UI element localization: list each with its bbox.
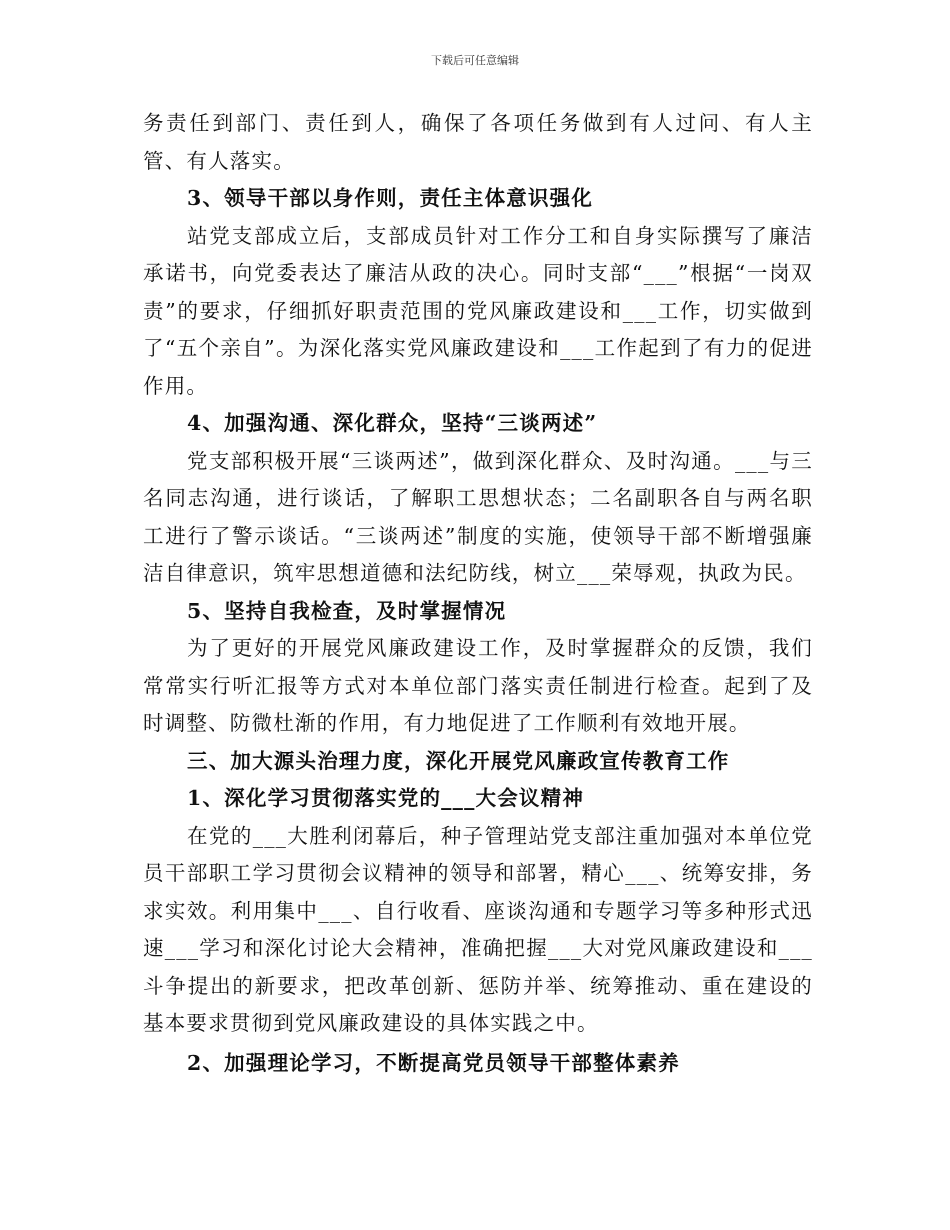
paragraph-4: 党支部积极开展“三谈两述”，做到深化群众、及时沟通。___与三名同志沟通，进行谈话，了解职工思想状态；二名副职各自与两名职工进行了警示谈话。“三谈两述”制度的实施，使领导干部不断增强廉洁自律意识，筑牢思想道德和法纪防线，树立___荣辱观，执政为民。 — [143, 448, 813, 585]
document-body — [143, 105, 813, 1082]
subheading-3-2: 2、加强理论学习，不断提高党员领导干部整体素养 — [187, 1050, 680, 1075]
heading-4: 4、加强沟通、深化群众，坚持“三谈两述” — [187, 411, 598, 435]
paragraph-3-1: 在党的___大胜利闭幕后，种子管理站党支部注重加强对本单位党员干部职工学习贯彻会议精神的领导和部署，精心___、统筹安排，务求实效。利用集中___、自行收看、座谈沟通和专题学习等多种形式迅速___学习和深化讨论大会精神，准确把握___大对党风廉政建设和___斗争提出的新要求，把改革创新、惩防并举、统筹推动、重在建设的基本要求贯彻到党风廉政建设的具体实践之中。 — [143, 823, 813, 1035]
paragraph-continuation: 务责任到部门、责任到人，确保了各项任务做到有人过问、有人主管、有人落实。 — [143, 111, 813, 173]
paragraph-5: 为了更好的开展党风廉政建设工作，及时掌握群众的反馈，我们常常实行听汇报等方式对本单位部门落实责任制进行检查。起到了及时调整、防微杜渐的作用，有力地促进了工作顺利有效地开展。 — [143, 636, 813, 735]
section-heading-3: 三、加大源头治理力度，深化开展党风廉政宣传教育工作 — [187, 748, 730, 773]
subheading-3-1: 1、深化学习贯彻落实党的___大会议精神 — [187, 786, 585, 810]
heading-5: 5、坚持自我检查，及时掌握情况 — [187, 598, 507, 623]
page-header: 下载后可任意编辑 — [431, 54, 519, 67]
paragraph-3: 站党支部成立后，支部成员针对工作分工和自身实际撰写了廉洁承诺书，向党委表达了廉洁从政的决心。同时支部“___”根据“一岗双责”的要求，仔细抓好职责范围的党风廉政建设和___工作，切实做到了“五个亲自”。为深化落实党风廉政建设和___工作起到了有力的促进作用。 — [143, 223, 813, 398]
heading-3: 3、领导干部以身作则，责任主体意识强化 — [187, 186, 594, 210]
